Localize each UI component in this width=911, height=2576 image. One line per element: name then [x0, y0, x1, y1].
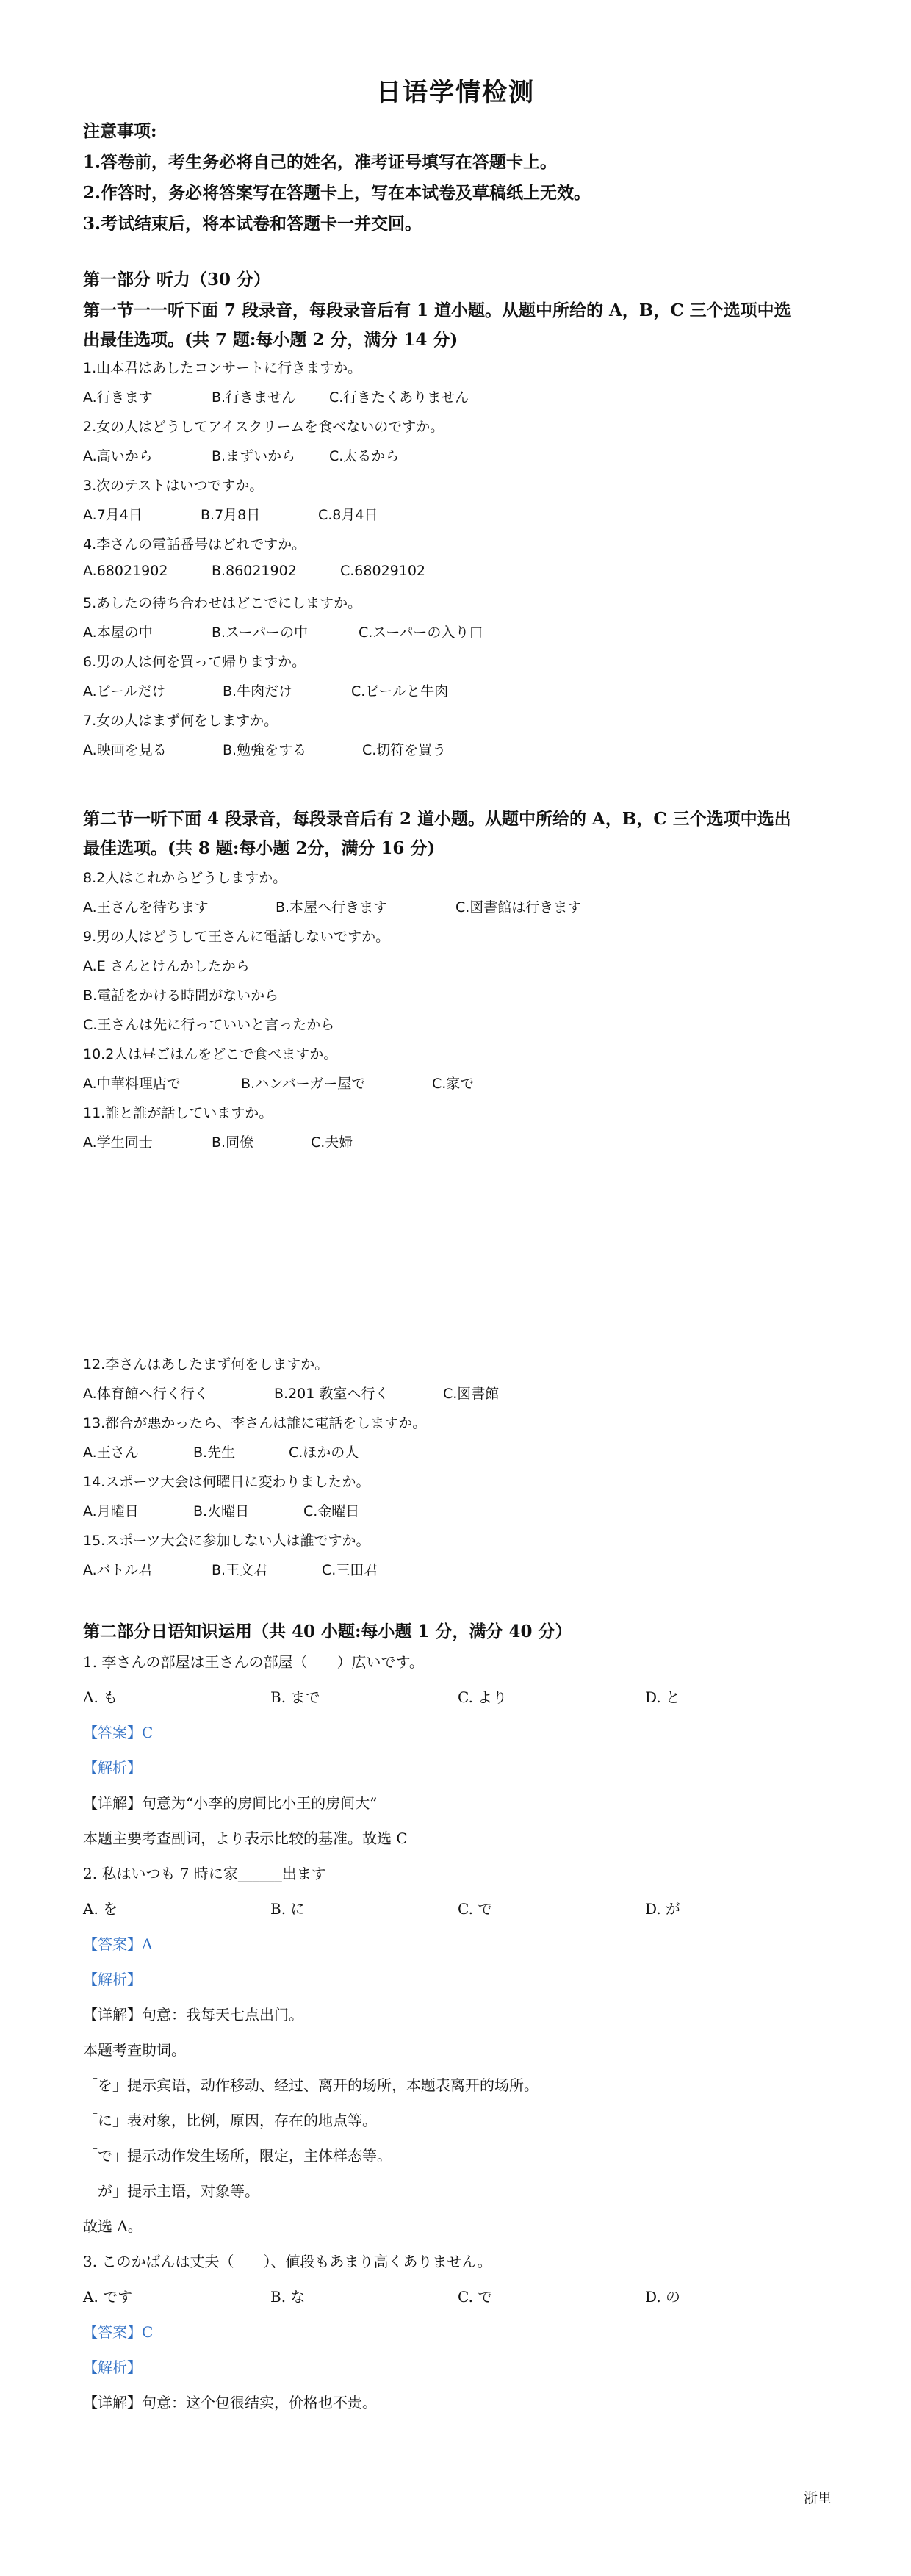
option-a: A.68021902 — [83, 563, 168, 579]
option-c: C.図書館は行きます — [455, 899, 582, 915]
section1-heading: 出最佳选项。(共 7 题:每小题 2 分，满分 14 分) — [83, 330, 458, 350]
option-row — [83, 1442, 359, 1461]
option-b: B.まずいから — [212, 448, 296, 464]
question-text: 13.都合が悪かったら、李さんは誰に電話をしますか。 — [83, 1415, 427, 1431]
option-row — [83, 1132, 353, 1151]
question-text: 12.李さんはあしたまず何をしますか。 — [83, 1356, 329, 1372]
question-text: 7.女の人はまず何をしますか。 — [83, 713, 278, 729]
section2-heading: 最佳选项。(共 8 题:每小题 2分，满分 16 分) — [83, 838, 436, 858]
option-row — [83, 386, 469, 406]
option-a: A. です — [83, 2288, 133, 2306]
analysis-label: 【解析】 — [83, 1759, 142, 1777]
option-b: B.ハンバーガー屋で — [241, 1076, 366, 1092]
notice-item: 3.考试结束后，将本试卷和答题卡一并交回。 — [83, 214, 422, 234]
option-c: C.金曜日 — [303, 1503, 360, 1519]
note-text: 本题考查助词。 — [83, 2041, 186, 2059]
option-a: A.月曜日 — [83, 1503, 139, 1519]
footer-mark: 浙里 — [803, 2490, 832, 2506]
option-d: D. の — [645, 2288, 681, 2306]
answer-label: 【答案】C — [83, 1724, 154, 1741]
option-row — [83, 622, 483, 641]
option-b: B.本屋へ行きます — [276, 899, 388, 915]
option-row — [83, 739, 446, 759]
option-b: B.同僚 — [212, 1134, 254, 1151]
question-text: 1. 李さんの部屋は王さんの部屋（ ）広いです。 — [83, 1653, 424, 1671]
option-c: C.王さんは先に行っていいと言ったから — [83, 1017, 335, 1033]
option-a: A.学生同士 — [83, 1134, 153, 1151]
note-text: 故选 A。 — [83, 2217, 143, 2235]
detail-text: 【详解】句意为“小李的房间比小王的房间大” — [83, 1794, 378, 1812]
option-b: B.201 教室へ行く — [274, 1386, 389, 1402]
option-a: A.高いから — [83, 448, 153, 464]
option-c: C.スーパーの入り口 — [359, 625, 483, 641]
option-row — [83, 445, 399, 465]
option-row — [83, 1383, 499, 1403]
question-text: 6.男の人は何を買って帰りますか。 — [83, 654, 306, 670]
option-row — [83, 1559, 378, 1579]
answer-label: 【答案】A — [83, 1935, 153, 1953]
option-c: C.夫婦 — [311, 1134, 353, 1151]
option-a: A.行きます — [83, 389, 153, 406]
option-c: C. で — [458, 2288, 493, 2306]
option-a: A.王さんを待ちます — [83, 899, 209, 915]
analysis-label: 【解析】 — [83, 1971, 142, 1988]
option-a: A.7月4日 — [83, 507, 143, 523]
option-b: B.7月8日 — [201, 507, 261, 523]
option-d: D. と — [645, 1688, 681, 1706]
option-b: B. に — [270, 1900, 306, 1918]
answer-label: 【答案】C — [83, 2323, 154, 2341]
part1-heading: 第一部分 听力（30 分） — [83, 270, 271, 289]
option-c: C.太るから — [329, 448, 400, 464]
option-a: A.E さんとけんかしたから — [83, 958, 250, 974]
option-c: C.切符を買う — [362, 742, 447, 758]
question-text: 5.あしたの待ち合わせはどこでにしますか。 — [83, 595, 362, 611]
option-b: B.先生 — [193, 1444, 236, 1461]
option-a: A.本屋の中 — [83, 625, 153, 641]
question-text: 4.李さんの電話番号はどれですか。 — [83, 536, 306, 553]
option-b: B. な — [270, 2288, 306, 2306]
option-b: B.牛肉だけ — [223, 683, 293, 699]
option-row — [83, 680, 448, 700]
question-text: 8.2人はこれからどうしますか。 — [83, 870, 287, 886]
option-row — [83, 563, 425, 579]
question-text: 2. 私はいつも 7 時に家______出ます — [83, 1865, 326, 1882]
option-b: B.王文君 — [212, 1562, 268, 1578]
note-text: 「に」表对象，比例，原因，存在的地点等。 — [83, 2112, 377, 2129]
option-a: A. も — [83, 1688, 118, 1706]
option-c: C.68029102 — [340, 563, 426, 579]
option-d: D. が — [645, 1900, 681, 1918]
option-a: A.映画を見る — [83, 742, 167, 758]
notice-item: 2.作答时，务必将答案写在答题卡上，写在本试卷及草稿纸上无效。 — [83, 183, 591, 203]
section2-heading: 第二节一听下面 4 段录音，每段录音后有 2 道小题。从题中所给的 A，B，C 三个选项中选出 — [83, 809, 791, 829]
option-c: C.家で — [432, 1076, 475, 1092]
question-text: 15.スポーツ大会に参加しない人は誰ですか。 — [83, 1533, 370, 1549]
note-text: 「を」提示宾语，动作移动、经过、离开的场所，本题表离开的场所。 — [83, 2076, 539, 2094]
note-text: 「で」提示动作发生场所，限定，主体样态等。 — [83, 2147, 392, 2165]
option-b: B.勉強をする — [223, 742, 307, 758]
notice-heading: 注意事项: — [83, 121, 157, 141]
question-text: 3.次のテストはいつですか。 — [83, 478, 264, 494]
option-a: A. を — [83, 1900, 118, 1918]
page-title: 日语学情检测 — [376, 78, 535, 107]
option-c: C.三田君 — [322, 1562, 378, 1578]
option-c: C. で — [458, 1900, 493, 1918]
option-a: A.王さん — [83, 1444, 139, 1461]
option-row — [83, 504, 378, 524]
section1-heading: 第一节一一听下面 7 段录音，每段录音后有 1 道小题。从题中所给的 A，B，C 三个选项中选 — [83, 301, 791, 320]
option-c: C. より — [458, 1688, 508, 1706]
option-b: B.86021902 — [212, 563, 297, 579]
note-text: 「が」提示主语，对象等。 — [83, 2182, 259, 2200]
question-text: 11.誰と誰が話していますか。 — [83, 1105, 273, 1121]
option-row — [83, 1500, 359, 1520]
option-c: C.ほかの人 — [289, 1444, 359, 1461]
analysis-label: 【解析】 — [83, 2359, 142, 2376]
question-text: 14.スポーツ大会は何曜日に変わりましたか。 — [83, 1474, 370, 1490]
option-row — [83, 1073, 474, 1093]
option-c: C.ビールと牛肉 — [351, 683, 449, 699]
option-b: B. まで — [270, 1688, 320, 1706]
option-a: A.バトル君 — [83, 1562, 153, 1578]
option-c: C.図書館 — [443, 1386, 500, 1402]
question-text: 10.2人は昼ごはんをどこで食べますか。 — [83, 1046, 338, 1062]
question-text: 9.男の人はどうして王さんに電話しないですか。 — [83, 929, 390, 945]
option-b: B.行きません — [212, 389, 296, 406]
option-b: B.電話をかける時間がないから — [83, 987, 279, 1004]
notice-item: 1.答卷前，考生务必将自己的姓名，准考证号填写在答题卡上。 — [83, 152, 558, 172]
option-row — [83, 896, 581, 916]
part2-heading: 第二部分日语知识运用（共 40 小题:每小题 1 分，满分 40 分） — [83, 1622, 572, 1641]
option-b: B.スーパーの中 — [212, 625, 309, 641]
detail-text: 【详解】句意：这个包很结实，价格也不贵。 — [83, 2394, 377, 2411]
option-a: A.ビールだけ — [83, 683, 166, 699]
option-a: A.体育館へ行く行く — [83, 1386, 209, 1402]
question-text: 1.山本君はあしたコンサートに行きますか。 — [83, 360, 362, 376]
option-c: C.行きたくありません — [329, 389, 469, 406]
option-c: C.8月4日 — [318, 507, 378, 523]
note-text: 本题主要考查副词，より表示比较的基准。故选 C — [83, 1830, 408, 1847]
option-b: B.火曜日 — [193, 1503, 250, 1519]
option-a: A.中華料理店で — [83, 1076, 181, 1092]
detail-text: 【详解】句意：我每天七点出门。 — [83, 2006, 303, 2023]
question-text: 3. このかばんは丈夫（ ）、値段もあまり高くありません。 — [83, 2253, 492, 2270]
question-text: 2.女の人はどうしてアイスクリームを食べないのですか。 — [83, 419, 444, 435]
